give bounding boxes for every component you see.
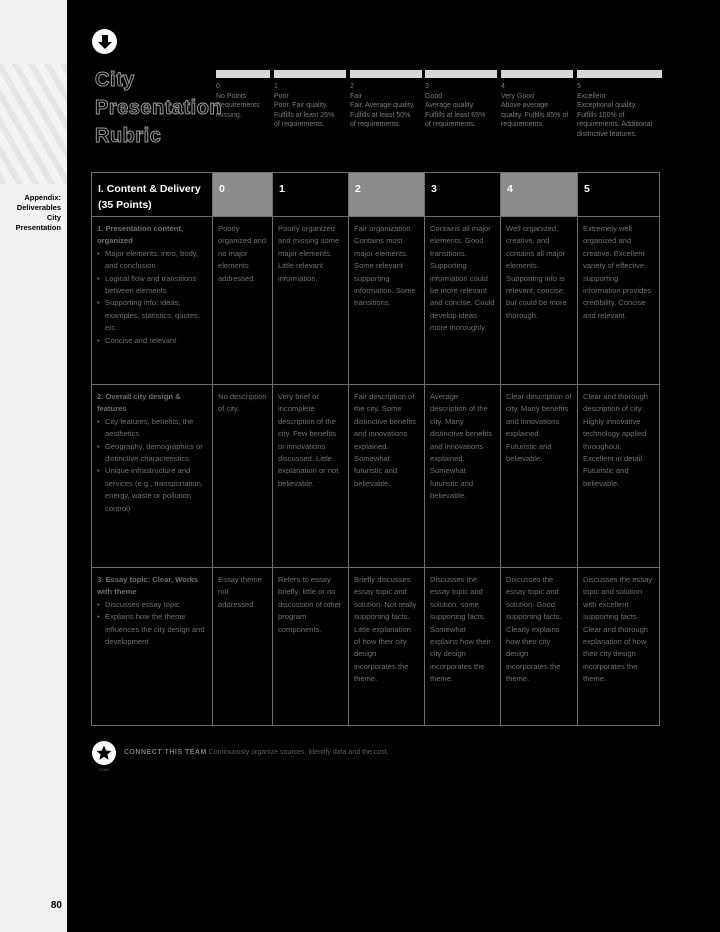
score-cell: Refers to essay briefly; little or no discussion of other program components. — [272, 568, 348, 726]
download-arrow-icon — [92, 29, 117, 54]
score-cell: Discusses the essay topic and solution with excellent supporting facts. Clear and thorough explanation of how their city design incorporates the theme. — [577, 568, 659, 726]
connect-note — [124, 749, 389, 756]
scale-level: 4 Very Good Above average quality. Fulfills 85% of requirements. — [501, 70, 573, 130]
criteria-bullet: • Supporting info: ideas, examples, statistics, quotes, etc. — [97, 297, 207, 334]
connect-note-label: CONNECT THIS TEAM — [124, 749, 207, 756]
score-header: 2 — [348, 173, 424, 216]
criteria-cell — [92, 217, 212, 384]
score-cell: Very brief or incomplete description of the city. Few benefits or innovations discussed. Little explanation or not believable. — [272, 385, 348, 567]
criteria-bullet: • Concise and relevant — [97, 335, 207, 347]
criteria-title: 3. Essay topic: Clear, Works with theme — [97, 575, 199, 597]
scale-level: 1 Poor Poor. Fair quality. Fulfills at least 25% of requirements. — [274, 70, 346, 130]
score-cell: Briefly discusses essay topic and solution. Not really supporting facts. Little explanation of how their city design incorporates the theme. — [348, 568, 424, 726]
score-cell: Extremely well organized and creative. Excellent variety of effective supporting information provides credibility. Concise and relevant. — [577, 217, 659, 384]
rubric-table — [91, 172, 660, 726]
score-cell: Average description of the city. Many distinctive benefits and innovations explained. Somewhat futuristic and believable. — [424, 385, 500, 567]
score-header: 4 — [500, 173, 577, 216]
sidebar-section-label: Appendix: Deliverables City Presentation — [15, 193, 61, 233]
criteria-bullet: • Major elements: intro, body, and conclusion — [97, 248, 207, 273]
scale-level: 0 No Points Requirements missing. — [216, 70, 270, 120]
score-cell: Clear description of city. Many benefits and innovations explained. Futuristic and believable. — [500, 385, 577, 567]
criteria-bullet: • Unique infrastructure and services (e.g., transportation, energy, waste or pollution control) — [97, 465, 207, 515]
score-cell: Well organized, creative, and contains all major elements. Supporting info is relevant, concise, but could be more thorough. — [500, 217, 577, 384]
score-header: 5 — [577, 173, 659, 216]
page-number: 80 — [50, 900, 62, 911]
sidebar — [0, 0, 67, 932]
scale-level: 5 Excellent Exceptional quality. Fulfills 100% of requirements. Additional distinctive features. — [577, 70, 662, 140]
score-cell: Discusses the essay topic and solution. Good supporting facts. Clearly explains how their city design incorporates the theme. — [500, 568, 577, 726]
criteria-title: 1. Presentation content, organized — [97, 224, 184, 246]
criteria-cell — [92, 385, 212, 567]
score-cell: Fair organization. Contains most major elements. Some relevant supporting information. Some transitions. — [348, 217, 424, 384]
score-cell: No description of city. — [212, 385, 272, 567]
table-header-row — [92, 173, 659, 216]
sidebar-pattern — [0, 64, 67, 184]
section-title: I. Content & Delivery (35 Points) — [98, 183, 201, 211]
score-cell: Fair description of the city. Some distinctive benefits and innovations explained. Somewhat futuristic and believable. — [348, 385, 424, 567]
scale-level: 2 Fair Fair. Average quality. Fulfills at least 50% of requirements. — [350, 70, 422, 130]
score-header: 1 — [272, 173, 348, 216]
score-cell: Contains all major elements. Good transitions. Supporting information could be more relevant and concise. Could develop ideas more thoroughly. — [424, 217, 500, 384]
score-cell: Poorly organized and no major elements addressed. — [212, 217, 272, 384]
table-row — [92, 384, 659, 567]
criteria-bullet: • City features, benefits, the aesthetics — [97, 416, 207, 441]
score-cell: Discusses the essay topic and solution, some supporting facts. Somewhat explains how their city design incorporates the theme. — [424, 568, 500, 726]
score-cell: Poorly organized and missing some major elements. Little relevant information. — [272, 217, 348, 384]
score-cell: Clear and thorough description of city. Highly innovative technology applied throughout. Excellent in detail. Futuristic and believable. — [577, 385, 659, 567]
scale-level: 3 Good Average quality. Fulfills at least 65% of requirements. — [425, 70, 497, 130]
scoring-scale — [216, 70, 662, 160]
criteria-bullet: • Discusses essay topic — [97, 599, 207, 611]
star-caption: STAR — [98, 767, 110, 772]
score-header: 0 — [212, 173, 272, 216]
criteria-bullet: • Geography, demographics or distinctive characteristics — [97, 441, 207, 466]
connect-note-text: Continuously organize sources. Identify data and the cost. — [208, 749, 389, 756]
criteria-bullet: • Logical flow and transitions between elements — [97, 273, 207, 298]
score-cell: Essay theme not addressed. — [212, 568, 272, 726]
page-title: City Presentation Rubric — [95, 69, 223, 147]
criteria-bullet: • Explains how the theme influences the city design and development — [97, 611, 207, 648]
table-row — [92, 567, 659, 726]
score-header: 3 — [424, 173, 500, 216]
criteria-title: 2. Overall city design & features — [97, 392, 181, 414]
table-row — [92, 216, 659, 384]
star-icon — [92, 741, 116, 765]
criteria-cell — [92, 568, 212, 726]
